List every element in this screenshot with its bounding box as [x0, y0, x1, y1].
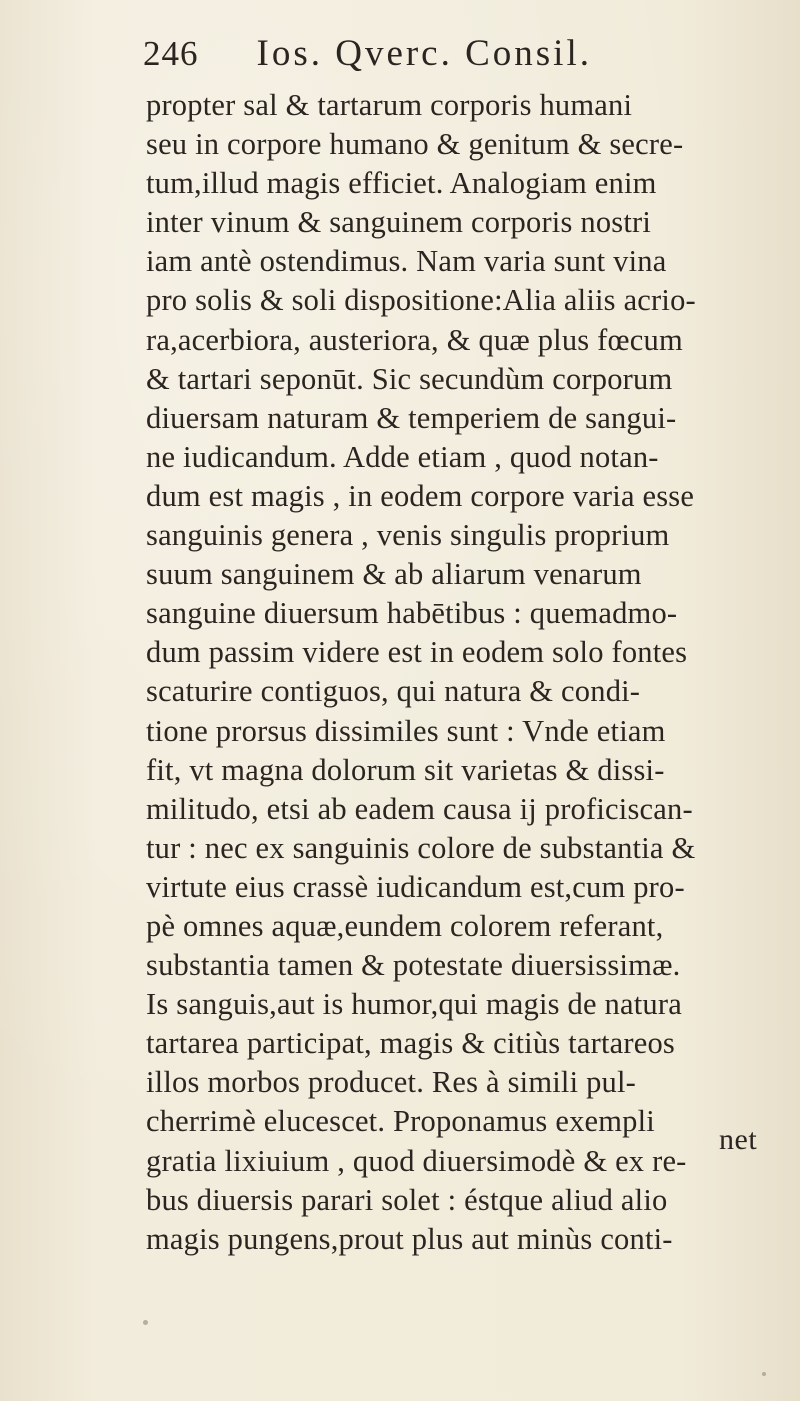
text-line: & tartari seponūt. Sic secundùm corporum [146, 361, 673, 396]
text-line: suum sanguinem & ab aliarum venarum [146, 557, 642, 592]
text-line: iam antè ostendimus. Nam varia sunt vina [146, 244, 667, 279]
text-line: pro solis & soli dispositione:Alia aliis acrio- [146, 283, 696, 318]
text-line: bus diuersis parari solet : éstque aliud alio [146, 1182, 668, 1217]
text-line: magis pungens,prout plus aut minùs conti- [146, 1221, 673, 1256]
text-line: virtute eius crassè iudicandum est,cum pro- [146, 869, 685, 904]
text-line: ne iudicandum. Adde etiam , quod notan- [146, 439, 659, 474]
text-line: cherrimè elucescet. Proponamus exempli [146, 1104, 655, 1139]
running-head: Ios. Qverc. Consil. [256, 33, 592, 74]
text-line: sanguinis genera , venis singulis proprium [146, 518, 670, 553]
text-line: tartarea participat, magis & citiùs tartareos [146, 1026, 675, 1061]
text-line: tur : nec ex sanguinis colore de substantia & [146, 830, 696, 865]
paper-speck [762, 1372, 766, 1376]
page-number: 246 [143, 34, 199, 73]
text-line: fit, vt magna dolorum sit varietas & dissi- [146, 752, 665, 787]
text-line: dum passim videre est in eodem solo fontes [146, 635, 688, 670]
text-line: illos morbos producet. Res à simili pul- [146, 1065, 637, 1100]
text-line: Is sanguis,aut is humor,qui magis de natura [146, 987, 682, 1022]
text-line: sanguine diuersum habētibus : quemadmo- [146, 596, 678, 631]
text-line: militudo, etsi ab eadem causa ij proficiscan- [146, 791, 693, 826]
body-text [146, 86, 796, 1259]
text-line: ra,acerbiora, austeriora, & quæ plus fœcum [146, 322, 683, 357]
text-line: tum,illud magis efficiet. Analogiam enim [146, 166, 657, 201]
text-line: pè omnes aquæ,eundem colorem referant, [146, 908, 664, 943]
text-line: gratia lixiuium , quod diuersimodè & ex re- [146, 1143, 687, 1178]
text-line: seu in corpore humano & genitum & secre- [146, 127, 684, 162]
text-line: substantia tamen & potestate diuersissimæ. [146, 948, 681, 983]
text-line: scaturire contiguos, qui natura & condi- [146, 674, 641, 709]
text-line: propter sal & tartarum corporis humani [146, 88, 633, 122]
text-line: dum est magis , in eodem corpore varia esse [146, 478, 695, 513]
text-line: diuersam naturam & temperiem de sangui- [146, 400, 677, 435]
text-line: tione prorsus dissimiles sunt : Vnde etiam [146, 713, 666, 748]
paper-speck [143, 1320, 148, 1325]
text-line: inter vinum & sanguinem corporis nostri [146, 205, 652, 240]
page-header [143, 32, 592, 88]
catchword: net [719, 1123, 758, 1156]
